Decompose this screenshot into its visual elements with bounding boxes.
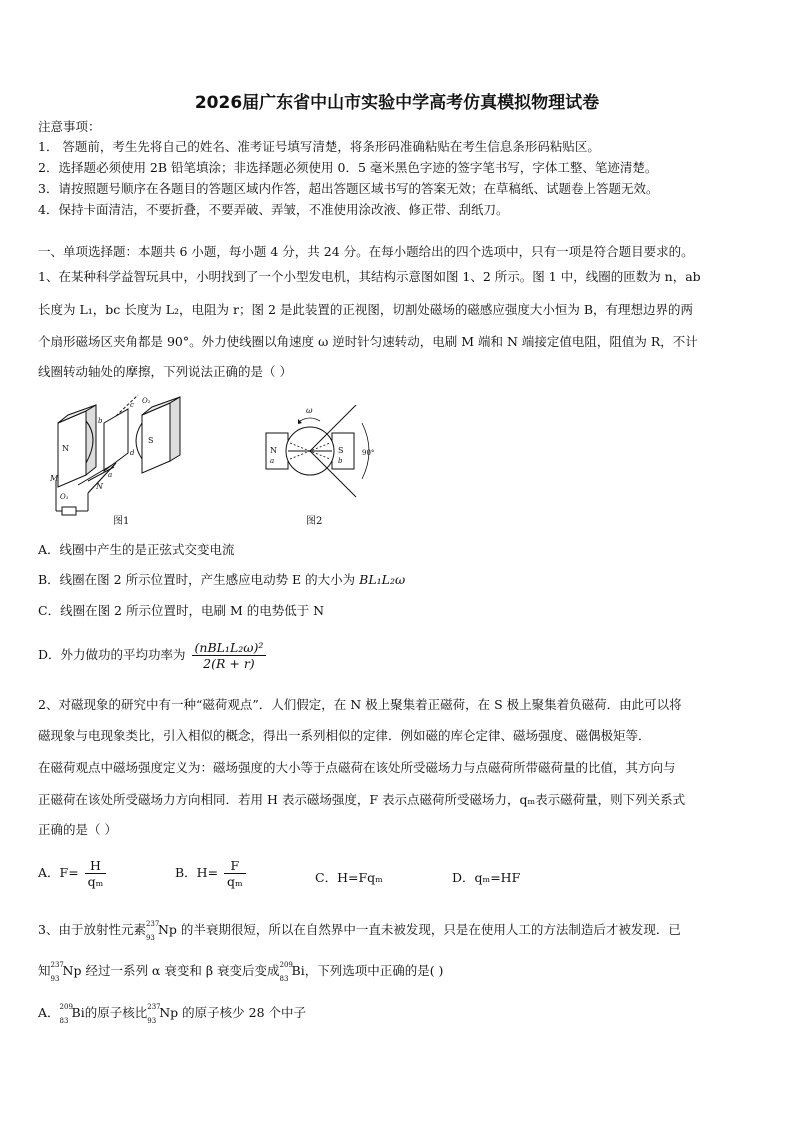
q2-option-b-fraction	[224, 858, 246, 889]
q1-option-d	[38, 640, 268, 671]
atomic-number: 93	[145, 934, 155, 942]
q2-option-c: C．H=Fqₘ	[315, 870, 383, 885]
q3-option-a	[38, 1003, 307, 1025]
fraction-denominator: qₘ	[87, 874, 104, 889]
q1-stem-line: 个扇形磁场区夹角都是 90°。外力使线圈以角速度 ω 逆时针匀速转动，电刷 M 端和 N 端接定值电阻，阻值为 R，不计	[38, 334, 698, 349]
q2-option-b	[175, 858, 248, 889]
atomic-number: 93	[147, 1017, 157, 1025]
fig1-s-pole-label: S	[148, 436, 154, 445]
q3-option-a-text: 的原子核少 28 个中子	[182, 1005, 307, 1020]
figure-1-caption: 图1	[113, 516, 130, 527]
atomic-number: 83	[59, 1017, 69, 1025]
q1-stem-line: 1、在某种科学益智玩具中，小明找到了一个小型发电机，其结构示意图如图 1、2 所示。图 1 中，线圈的匝数为 n，ab	[38, 269, 701, 284]
note-item: 1． 答题前，考生先将自己的姓名、准考证号填写清楚，将条形码准确粘贴在考生信息条形码粘贴区。	[38, 139, 600, 154]
q1-option-b-expr: BL₁L₂ω	[359, 572, 406, 587]
fraction-denominator: qₘ	[227, 874, 243, 889]
figure-1-generator-diagram	[48, 393, 188, 521]
element-symbol: Np	[62, 963, 82, 978]
q2-option-a	[38, 858, 108, 889]
fraction-numerator: H	[85, 858, 107, 874]
q2-stem-line: 正确的是（ ）	[38, 822, 117, 837]
fraction-numerator: (nBL₁L₂ω)²	[192, 640, 267, 656]
note-item: 2．选择题必须使用 2B 铅笔填涂；非选择题必须使用 0．5 毫米黑色字迹的签字笔书写，字体工整、笔迹清楚。	[38, 160, 658, 175]
fig1-d-label: d	[130, 449, 135, 457]
q2-option-b-text: B．H=	[175, 865, 219, 880]
nuclide-bi	[59, 1003, 85, 1025]
fig1-a-label: a	[108, 471, 113, 479]
q2-option-d: D．qₘ=HF	[452, 870, 521, 885]
fig1-n-pole-label: N	[62, 444, 69, 453]
nuclide-bi	[279, 961, 305, 983]
atomic-number: 83	[279, 975, 289, 983]
q3-text: 知	[38, 963, 51, 978]
fig1-n-label: N	[96, 482, 103, 491]
nuclide-np	[50, 961, 82, 983]
q2-option-a-text: A．F=	[38, 865, 79, 880]
mass-number: 237	[147, 1003, 161, 1011]
element-symbol: Bi	[291, 963, 305, 978]
note-item: 4．保持卡面清洁，不要折叠，不要弄破、弄皱，不准使用涂改液、修正带、刮纸刀。	[38, 202, 509, 217]
page-title: 2026届广东省中山市实验中学高考仿真模拟物理试卷	[194, 93, 600, 113]
nuclide-np	[145, 920, 177, 942]
q3-text: 经过一系列 α 衰变和 β 衰变后变成	[85, 963, 280, 978]
q2-stem-line: 2、对磁现象的研究中有一种“磁荷观点”．人们假定，在 N 极上聚集着正磁荷，在 S 极上聚集着负磁荷．由此可以将	[38, 697, 682, 712]
figure-2-front-view	[262, 405, 382, 505]
q1-option-d-fraction	[192, 640, 267, 671]
q3-text: 的半衰期很短，所以在自然界中一直未被发现，只是在使用人工的方法制造后才被发现．已	[180, 922, 681, 937]
mass-number: 209	[279, 961, 293, 969]
q3-option-a-text: 的原子核比	[84, 1005, 148, 1020]
q2-option-a-fraction	[85, 858, 107, 889]
element-symbol: Bi	[71, 1005, 85, 1020]
mass-number: 237	[50, 961, 64, 969]
q1-stem-line: 长度为 L₁，bc 长度为 L₂，电阻为 r；图 2 是此装置的正视图，切割处磁场的磁感应强度大小恒为 B，有理想边界的两	[38, 302, 694, 317]
fig2-a-label: a	[270, 457, 275, 465]
q3-stem-line-1	[38, 920, 681, 942]
element-symbol: Np	[157, 922, 177, 937]
fig2-s-pole-label: S	[338, 446, 344, 455]
atomic-number: 93	[50, 975, 60, 983]
q1-option-a: A．线圈中产生的是正弦式交变电流	[38, 542, 235, 557]
fraction-numerator: F	[224, 858, 246, 874]
q2-stem-line: 磁现象与电现象类比，引入相似的概念，得出一系列相似的定律．例如磁的库仑定律、磁场强度、磁偶极矩等．	[38, 728, 651, 743]
fraction-denominator: 2(R + r)	[203, 656, 255, 671]
fig1-c-label: c	[130, 401, 134, 409]
q1-stem-line: 线圈转动轴处的摩擦，下列说法正确的是（ ）	[38, 364, 292, 379]
q3-option-a-text: A．	[38, 1005, 60, 1020]
q1-option-c: C．线圈在图 2 所示位置时，电刷 M 的电势低于 N	[38, 603, 325, 618]
fig2-b-label: b	[338, 457, 343, 465]
q3-text: 3、由于放射性元素	[38, 922, 146, 937]
q3-text: ，下列选项中正确的是( )	[304, 963, 444, 978]
fig1-b-label: b	[98, 417, 103, 425]
nuclide-np	[147, 1003, 179, 1025]
q3-stem-line-2	[38, 961, 444, 983]
note-item: 3．请按照题号顺序在各题目的答题区域内作答，超出答题区域书写的答案无效；在草稿纸、试题卷上答题无效。	[38, 181, 659, 196]
fig1-m-label: M	[50, 474, 59, 483]
mass-number: 237	[145, 920, 160, 928]
q1-option-b-text: B．线圈在图 2 所示位置时，产生感应电动势 E 的大小为	[38, 572, 360, 587]
notes-heading: 注意事项：	[38, 119, 101, 134]
mass-number: 209	[59, 1003, 73, 1011]
q2-stem-line: 在磁荷观点中磁场强度定义为：磁场强度的大小等于点磁荷在该处所受磁场力与点磁荷所带磁荷量的比值，其方向与	[38, 760, 676, 775]
section-heading: 一、单项选择题：本题共 6 小题，每小题 4 分，共 24 分。在每小题给出的四个选项中，只有一项是符合题目要求的。	[38, 244, 694, 259]
figure-2-caption: 图2	[306, 516, 323, 527]
fig2-n-pole-label: N	[270, 446, 277, 455]
fig2-angle-label: 90°	[362, 449, 375, 457]
element-symbol: Np	[159, 1005, 179, 1020]
fig1-o1-label: O₁	[60, 493, 69, 501]
fig2-omega-label: ω	[306, 406, 313, 415]
q1-option-d-text: D．外力做功的平均功率为	[38, 647, 186, 662]
q1-option-b	[38, 572, 405, 588]
q2-stem-line: 正磁荷在该处所受磁场力方向相同．若用 H 表示磁场强度，F 表示点磁荷所受磁场力，qₘ表示磁荷量，则下列关系式	[38, 792, 686, 807]
fig1-o2-label: O₂	[142, 397, 151, 405]
